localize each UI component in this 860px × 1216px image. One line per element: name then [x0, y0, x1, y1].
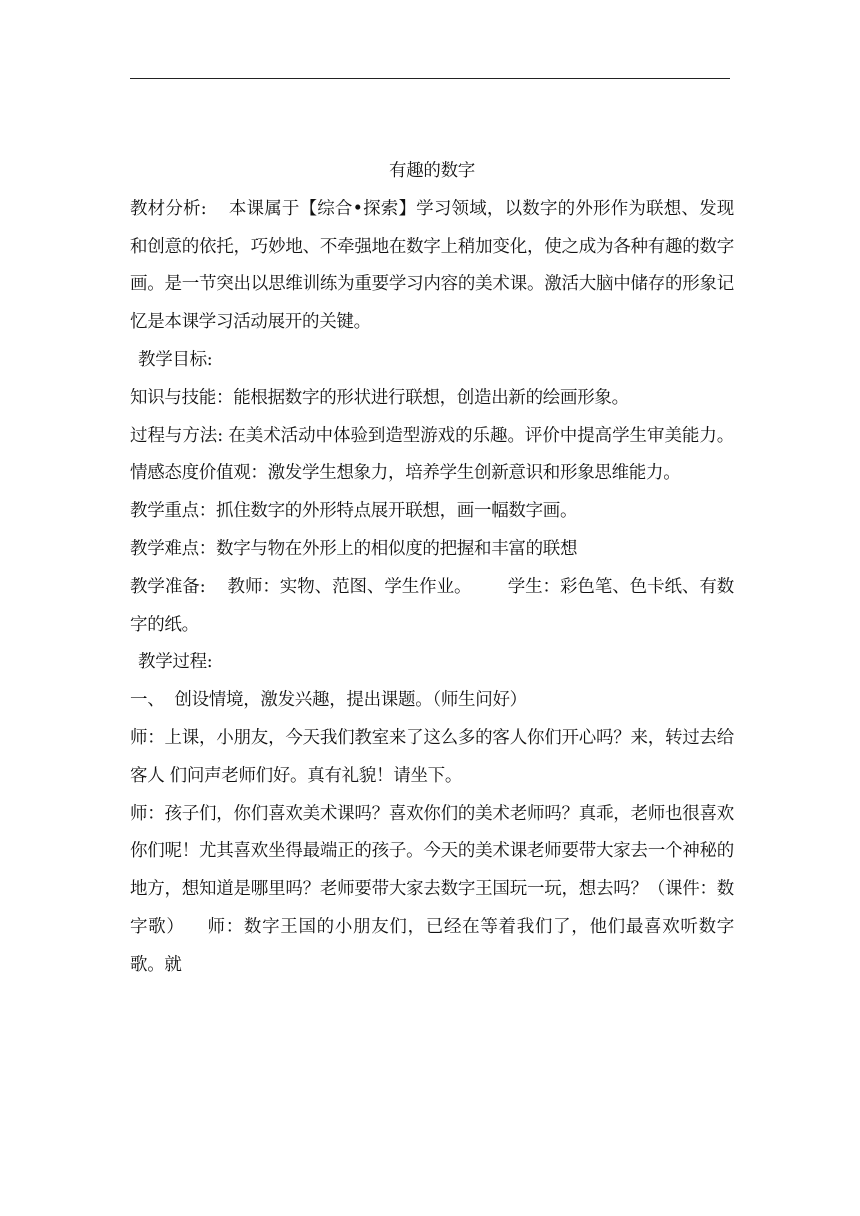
- step-one: [130, 682, 734, 720]
- preparation-student: 学生：彩色笔、色卡纸、有数字的纸。: [130, 576, 734, 635]
- analysis-text: 本课属于【综合•探索】学习领域，以数字的外形作为联想、发现和创意的依托，巧妙地、不牵强地在数字上稍加变化，使之成为各种有趣的数字画。是一节突出以思维训练为重要学习内容的美术课。激活大脑中储存的形象记忆是本课学习活动展开的关键。: [130, 198, 734, 333]
- preparation-paragraph: [130, 569, 734, 645]
- step-one-number: 一、: [130, 690, 165, 711]
- analysis-paragraph: [130, 191, 734, 342]
- analysis-label: 教材分析:: [130, 198, 207, 219]
- document-title: 有趣的数字: [389, 161, 475, 181]
- step-one-text: 创设情境，激发兴趣，提出课题。（师生问好）: [174, 690, 527, 711]
- dialogue-paragraph-1: 师：上课，小朋友，今天我们教室来了这么多的客人你们开心吗？来，转过去给客人 们问声老师们好。真有礼貌！请坐下。: [130, 727, 734, 786]
- knowledge-objective: 知识与技能：能根据数字的形状进行联想，创造出新的绘画形象。: [130, 387, 629, 408]
- process-objective: 过程与方法: 在美术活动中体验到造型游戏的乐趣。评价中提高学生审美能力。情感态度价值观：激发学生想象力，培养学生创新意识和形象思维能力。: [130, 425, 734, 484]
- header-rule: [130, 78, 730, 79]
- dialogue-line-3: 师：数字王国的小朋友们，已经在等着我们了，他们最喜欢听数字歌。就: [130, 916, 734, 975]
- dialogue-line-2: 师：孩子们，你们喜欢美术课吗？喜欢你们的美术老师吗？真乖，老师也很喜欢你们呢！尤其喜欢坐得最端正的孩子。今天的美术课老师要带大家去一个神秘的地方，想知道是哪里吗？老师要带大家去数字王国玩一玩，想去吗？（课件：数字歌）: [130, 803, 734, 937]
- difficulty: 教学难点：数字与物在外形上的相似度的把握和丰富的联想: [130, 538, 578, 559]
- document-body: [130, 153, 734, 985]
- preparation-teacher: 教师：实物、范图、学生作业。: [227, 576, 472, 597]
- process-heading: 教学过程:: [138, 652, 213, 673]
- objectives-heading: 教学目标:: [138, 349, 213, 370]
- dialogue-paragraph-2: [130, 796, 734, 985]
- key-point: 教学重点：抓住数字的外形特点展开联想，画一幅数字画。: [130, 501, 578, 522]
- preparation-label: 教学准备:: [130, 576, 206, 597]
